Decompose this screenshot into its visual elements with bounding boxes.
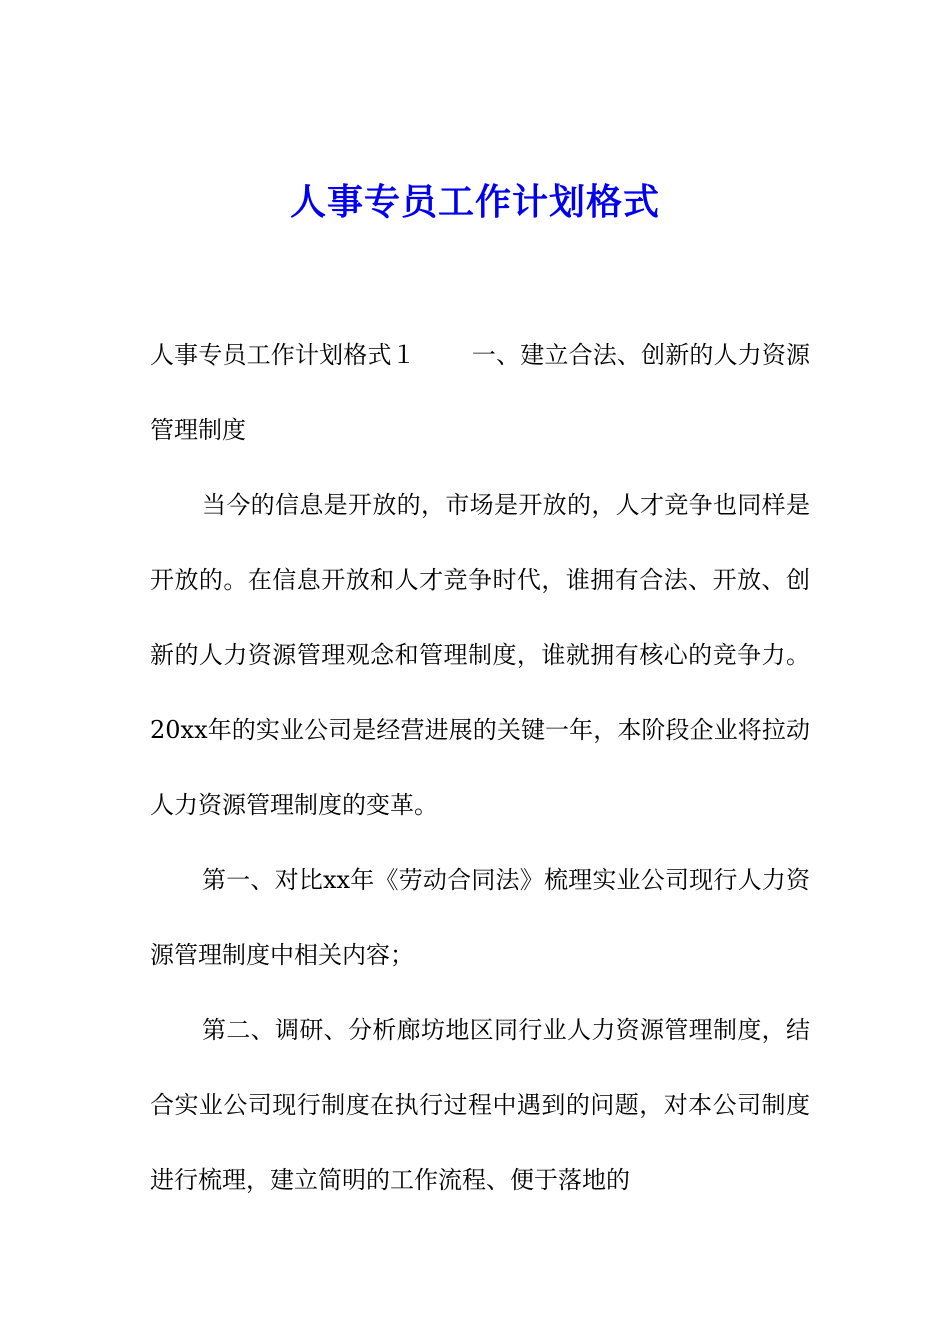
opening-paragraph: [150, 318, 810, 468]
paragraph-second-point: 第二、调研、分析廊坊地区同行业人力资源管理制度，结合实业公司现行制度在执行过程中遇到的问题，对本公司制度进行梳理，建立简明的工作流程、便于落地的: [150, 1016, 810, 1194]
section-heading: 一、建立合法、创新的人力资源管理制度: [150, 341, 811, 444]
paragraph-intro: 当今的信息是开放的，市场是开放的，人才竞争也同样是开放的。在信息开放和人才竞争时代，谁拥有合法、开放、创新的人力资源管理观念和管理制度，谁就拥有核心的竞争力。20xx年的实业公司是经营进展的关键一年，本阶段企业将拉动人力资源管理制度的变革。: [150, 491, 810, 819]
paragraph-first-point: 第一、对比xx年《劳动合同法》梳理实业公司现行人力资源管理制度中相关内容；: [150, 866, 810, 969]
plan-heading-label: 人事专员工作计划格式１: [150, 341, 416, 369]
document-title: 人事专员工作计划格式: [289, 181, 660, 223]
document-body: [150, 318, 810, 1218]
